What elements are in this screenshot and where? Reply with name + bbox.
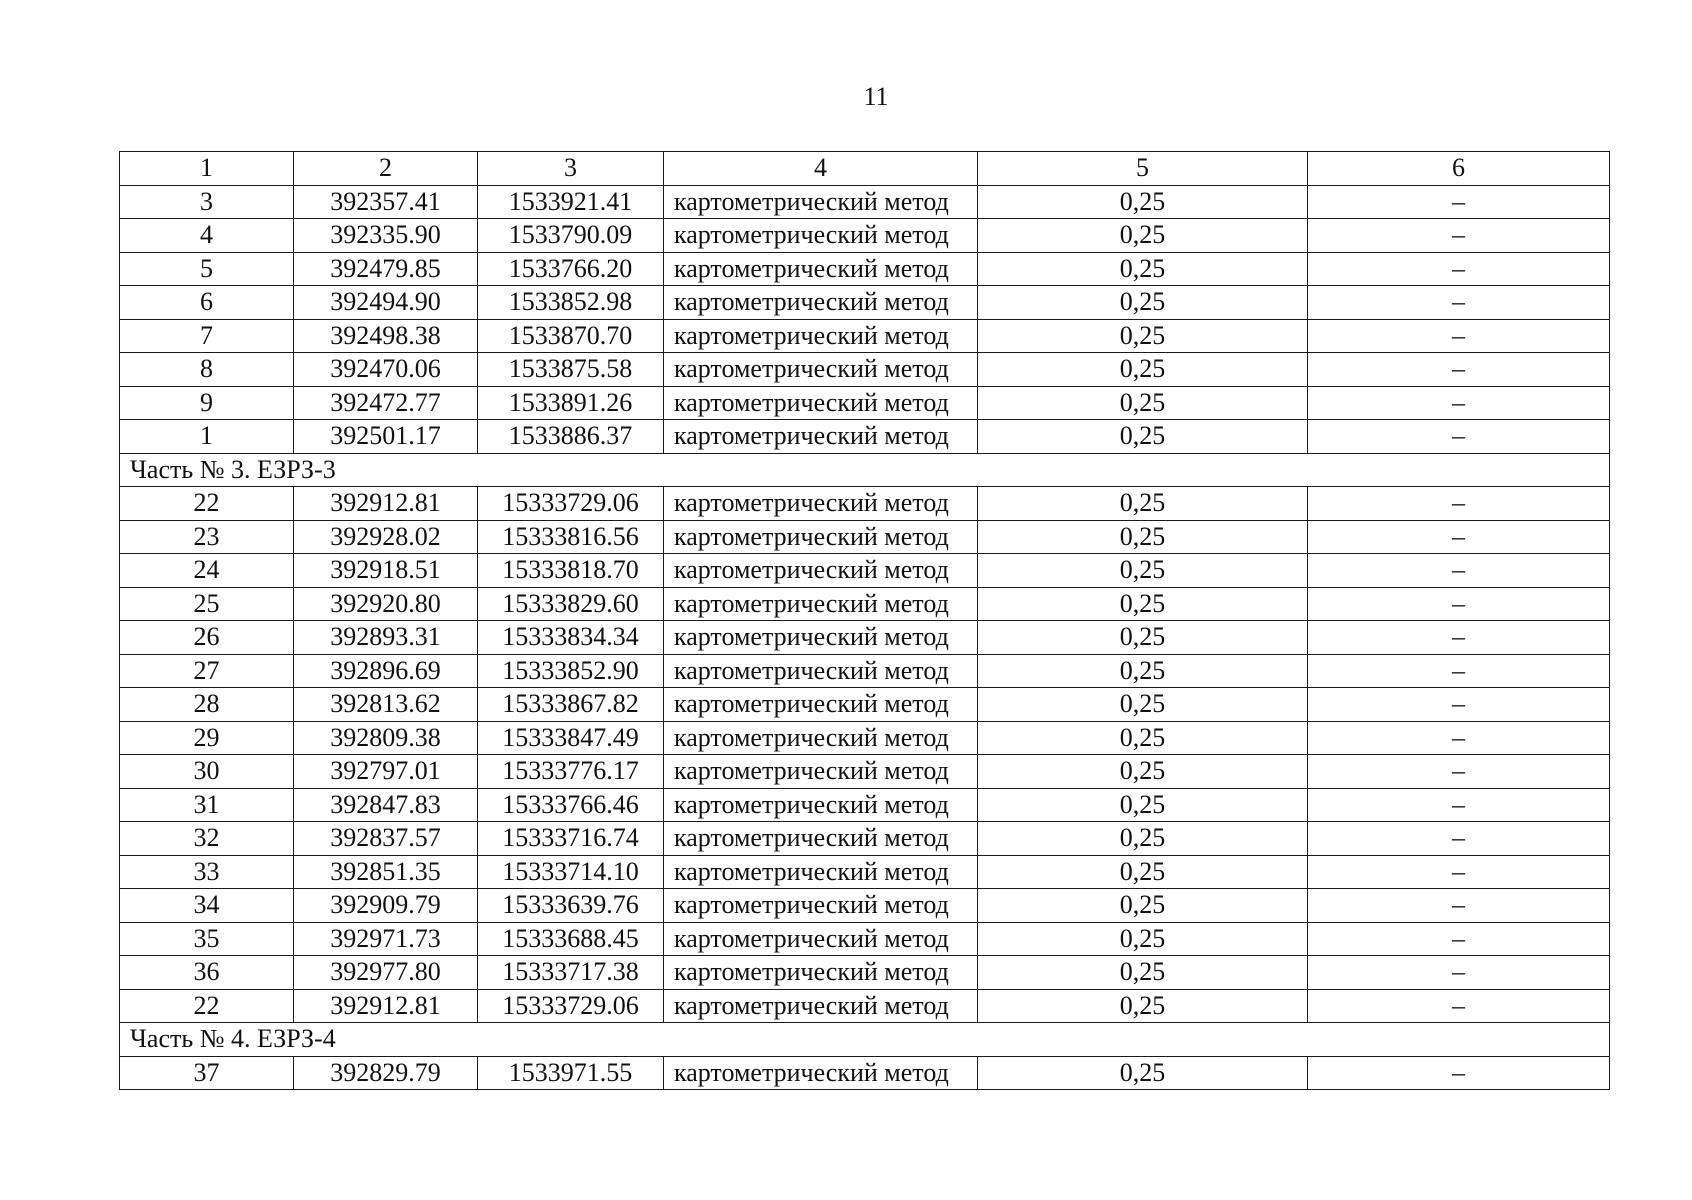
x-coordinate-cell: 392829.79 bbox=[294, 1056, 478, 1090]
method-cell: картометрический метод bbox=[664, 654, 978, 688]
y-coordinate-cell: 15333852.90 bbox=[478, 654, 664, 688]
table-row bbox=[120, 587, 1610, 621]
x-coordinate-cell: 392847.83 bbox=[294, 788, 478, 822]
table-row bbox=[120, 788, 1610, 822]
method-cell: картометрический метод bbox=[664, 319, 978, 353]
remark-cell: – bbox=[1308, 822, 1610, 856]
table-row bbox=[120, 286, 1610, 320]
accuracy-cell: 0,25 bbox=[978, 889, 1308, 923]
point-number-cell: 4 bbox=[120, 219, 294, 253]
method-cell: картометрический метод bbox=[664, 889, 978, 923]
accuracy-cell: 0,25 bbox=[978, 822, 1308, 856]
remark-cell: – bbox=[1308, 185, 1610, 219]
table-row bbox=[120, 1056, 1610, 1090]
x-coordinate-cell: 392479.85 bbox=[294, 252, 478, 286]
point-number-cell: 5 bbox=[120, 252, 294, 286]
column-header: 2 bbox=[294, 152, 478, 186]
table-row bbox=[120, 822, 1610, 856]
y-coordinate-cell: 15333776.17 bbox=[478, 755, 664, 789]
y-coordinate-cell: 1533971.55 bbox=[478, 1056, 664, 1090]
table-row bbox=[120, 855, 1610, 889]
accuracy-cell: 0,25 bbox=[978, 956, 1308, 990]
table-row bbox=[120, 386, 1610, 420]
x-coordinate-cell: 392470.06 bbox=[294, 353, 478, 387]
y-coordinate-cell: 15333729.06 bbox=[478, 487, 664, 521]
point-number-cell: 9 bbox=[120, 386, 294, 420]
method-cell: картометрический метод bbox=[664, 788, 978, 822]
accuracy-cell: 0,25 bbox=[978, 989, 1308, 1023]
point-number-cell: 24 bbox=[120, 554, 294, 588]
x-coordinate-cell: 392851.35 bbox=[294, 855, 478, 889]
x-coordinate-cell: 392928.02 bbox=[294, 520, 478, 554]
y-coordinate-cell: 15333816.56 bbox=[478, 520, 664, 554]
point-number-cell: 22 bbox=[120, 487, 294, 521]
method-cell: картометрический метод bbox=[664, 688, 978, 722]
remark-cell: – bbox=[1308, 353, 1610, 387]
column-header: 1 bbox=[120, 152, 294, 186]
x-coordinate-cell: 392920.80 bbox=[294, 587, 478, 621]
y-coordinate-cell: 1533870.70 bbox=[478, 319, 664, 353]
table-row bbox=[120, 688, 1610, 722]
point-number-cell: 1 bbox=[120, 420, 294, 454]
accuracy-cell: 0,25 bbox=[978, 721, 1308, 755]
accuracy-cell: 0,25 bbox=[978, 654, 1308, 688]
y-coordinate-cell: 1533875.58 bbox=[478, 353, 664, 387]
y-coordinate-cell: 15333829.60 bbox=[478, 587, 664, 621]
accuracy-cell: 0,25 bbox=[978, 252, 1308, 286]
accuracy-cell: 0,25 bbox=[978, 788, 1308, 822]
method-cell: картометрический метод bbox=[664, 520, 978, 554]
table-row bbox=[120, 353, 1610, 387]
column-header: 3 bbox=[478, 152, 664, 186]
remark-cell: – bbox=[1308, 587, 1610, 621]
method-cell: картометрический метод bbox=[664, 822, 978, 856]
accuracy-cell: 0,25 bbox=[978, 386, 1308, 420]
remark-cell: – bbox=[1308, 252, 1610, 286]
accuracy-cell: 0,25 bbox=[978, 1056, 1308, 1090]
point-number-cell: 7 bbox=[120, 319, 294, 353]
y-coordinate-cell: 15333639.76 bbox=[478, 889, 664, 923]
remark-cell: – bbox=[1308, 755, 1610, 789]
x-coordinate-cell: 392971.73 bbox=[294, 922, 478, 956]
remark-cell: – bbox=[1308, 788, 1610, 822]
table-row bbox=[120, 520, 1610, 554]
remark-cell: – bbox=[1308, 989, 1610, 1023]
accuracy-cell: 0,25 bbox=[978, 286, 1308, 320]
method-cell: картометрический метод bbox=[664, 185, 978, 219]
x-coordinate-cell: 392837.57 bbox=[294, 822, 478, 856]
remark-cell: – bbox=[1308, 319, 1610, 353]
accuracy-cell: 0,25 bbox=[978, 855, 1308, 889]
point-number-cell: 26 bbox=[120, 621, 294, 655]
section-title: Часть № 3. ЕЗРЗ-3 bbox=[120, 453, 1610, 487]
accuracy-cell: 0,25 bbox=[978, 219, 1308, 253]
accuracy-cell: 0,25 bbox=[978, 520, 1308, 554]
method-cell: картометрический метод bbox=[664, 554, 978, 588]
method-cell: картометрический метод bbox=[664, 219, 978, 253]
point-number-cell: 35 bbox=[120, 922, 294, 956]
point-number-cell: 32 bbox=[120, 822, 294, 856]
point-number-cell: 22 bbox=[120, 989, 294, 1023]
x-coordinate-cell: 392918.51 bbox=[294, 554, 478, 588]
table-row bbox=[120, 319, 1610, 353]
accuracy-cell: 0,25 bbox=[978, 688, 1308, 722]
y-coordinate-cell: 15333766.46 bbox=[478, 788, 664, 822]
method-cell: картометрический метод bbox=[664, 587, 978, 621]
x-coordinate-cell: 392909.79 bbox=[294, 889, 478, 923]
remark-cell: – bbox=[1308, 554, 1610, 588]
accuracy-cell: 0,25 bbox=[978, 420, 1308, 454]
table-row bbox=[120, 922, 1610, 956]
column-header: 4 bbox=[664, 152, 978, 186]
x-coordinate-cell: 392498.38 bbox=[294, 319, 478, 353]
table-row bbox=[120, 252, 1610, 286]
remark-cell: – bbox=[1308, 621, 1610, 655]
section-title: Часть № 4. ЕЗРЗ-4 bbox=[120, 1023, 1610, 1057]
x-coordinate-cell: 392813.62 bbox=[294, 688, 478, 722]
x-coordinate-cell: 392809.38 bbox=[294, 721, 478, 755]
remark-cell: – bbox=[1308, 855, 1610, 889]
column-header: 6 bbox=[1308, 152, 1610, 186]
method-cell: картометрический метод bbox=[664, 621, 978, 655]
point-number-cell: 34 bbox=[120, 889, 294, 923]
table-row bbox=[120, 487, 1610, 521]
x-coordinate-cell: 392335.90 bbox=[294, 219, 478, 253]
point-number-cell: 8 bbox=[120, 353, 294, 387]
remark-cell: – bbox=[1308, 420, 1610, 454]
table-row bbox=[120, 621, 1610, 655]
remark-cell: – bbox=[1308, 386, 1610, 420]
table-row bbox=[120, 721, 1610, 755]
point-number-cell: 30 bbox=[120, 755, 294, 789]
y-coordinate-cell: 1533886.37 bbox=[478, 420, 664, 454]
y-coordinate-cell: 15333717.38 bbox=[478, 956, 664, 990]
method-cell: картометрический метод bbox=[664, 386, 978, 420]
remark-cell: – bbox=[1308, 922, 1610, 956]
accuracy-cell: 0,25 bbox=[978, 319, 1308, 353]
coordinates-table bbox=[119, 151, 1610, 1090]
x-coordinate-cell: 392797.01 bbox=[294, 755, 478, 789]
remark-cell: – bbox=[1308, 219, 1610, 253]
page-number: 11 bbox=[863, 82, 889, 111]
point-number-cell: 27 bbox=[120, 654, 294, 688]
y-coordinate-cell: 1533766.20 bbox=[478, 252, 664, 286]
accuracy-cell: 0,25 bbox=[978, 185, 1308, 219]
method-cell: картометрический метод bbox=[664, 1056, 978, 1090]
accuracy-cell: 0,25 bbox=[978, 922, 1308, 956]
x-coordinate-cell: 392912.81 bbox=[294, 989, 478, 1023]
y-coordinate-cell: 15333729.06 bbox=[478, 989, 664, 1023]
method-cell: картометрический метод bbox=[664, 755, 978, 789]
section-row bbox=[120, 453, 1610, 487]
table-row bbox=[120, 654, 1610, 688]
y-coordinate-cell: 1533921.41 bbox=[478, 185, 664, 219]
remark-cell: – bbox=[1308, 487, 1610, 521]
y-coordinate-cell: 15333847.49 bbox=[478, 721, 664, 755]
method-cell: картометрический метод bbox=[664, 922, 978, 956]
point-number-cell: 6 bbox=[120, 286, 294, 320]
accuracy-cell: 0,25 bbox=[978, 755, 1308, 789]
column-header: 5 bbox=[978, 152, 1308, 186]
table-row bbox=[120, 420, 1610, 454]
method-cell: картометрический метод bbox=[664, 286, 978, 320]
point-number-cell: 36 bbox=[120, 956, 294, 990]
section-row bbox=[120, 1023, 1610, 1057]
accuracy-cell: 0,25 bbox=[978, 587, 1308, 621]
y-coordinate-cell: 1533852.98 bbox=[478, 286, 664, 320]
remark-cell: – bbox=[1308, 1056, 1610, 1090]
x-coordinate-cell: 392357.41 bbox=[294, 185, 478, 219]
table-row bbox=[120, 219, 1610, 253]
table-row bbox=[120, 554, 1610, 588]
x-coordinate-cell: 392501.17 bbox=[294, 420, 478, 454]
point-number-cell: 23 bbox=[120, 520, 294, 554]
remark-cell: – bbox=[1308, 654, 1610, 688]
remark-cell: – bbox=[1308, 520, 1610, 554]
x-coordinate-cell: 392912.81 bbox=[294, 487, 478, 521]
x-coordinate-cell: 392893.31 bbox=[294, 621, 478, 655]
remark-cell: – bbox=[1308, 721, 1610, 755]
accuracy-cell: 0,25 bbox=[978, 554, 1308, 588]
point-number-cell: 31 bbox=[120, 788, 294, 822]
table-row bbox=[120, 185, 1610, 219]
table-row bbox=[120, 989, 1610, 1023]
x-coordinate-cell: 392472.77 bbox=[294, 386, 478, 420]
table-row bbox=[120, 889, 1610, 923]
method-cell: картометрический метод bbox=[664, 353, 978, 387]
method-cell: картометрический метод bbox=[664, 989, 978, 1023]
y-coordinate-cell: 15333834.34 bbox=[478, 621, 664, 655]
table-row bbox=[120, 956, 1610, 990]
remark-cell: – bbox=[1308, 688, 1610, 722]
method-cell: картометрический метод bbox=[664, 855, 978, 889]
point-number-cell: 28 bbox=[120, 688, 294, 722]
point-number-cell: 37 bbox=[120, 1056, 294, 1090]
method-cell: картометрический метод bbox=[664, 420, 978, 454]
table-row bbox=[120, 755, 1610, 789]
method-cell: картометрический метод bbox=[664, 252, 978, 286]
method-cell: картометрический метод bbox=[664, 721, 978, 755]
remark-cell: – bbox=[1308, 286, 1610, 320]
accuracy-cell: 0,25 bbox=[978, 487, 1308, 521]
table-body bbox=[120, 152, 1610, 1090]
y-coordinate-cell: 1533790.09 bbox=[478, 219, 664, 253]
point-number-cell: 25 bbox=[120, 587, 294, 621]
accuracy-cell: 0,25 bbox=[978, 621, 1308, 655]
point-number-cell: 3 bbox=[120, 185, 294, 219]
y-coordinate-cell: 1533891.26 bbox=[478, 386, 664, 420]
x-coordinate-cell: 392896.69 bbox=[294, 654, 478, 688]
point-number-cell: 33 bbox=[120, 855, 294, 889]
point-number-cell: 29 bbox=[120, 721, 294, 755]
y-coordinate-cell: 15333867.82 bbox=[478, 688, 664, 722]
accuracy-cell: 0,25 bbox=[978, 353, 1308, 387]
x-coordinate-cell: 392977.80 bbox=[294, 956, 478, 990]
y-coordinate-cell: 15333716.74 bbox=[478, 822, 664, 856]
method-cell: картометрический метод bbox=[664, 956, 978, 990]
remark-cell: – bbox=[1308, 956, 1610, 990]
remark-cell: – bbox=[1308, 889, 1610, 923]
y-coordinate-cell: 15333714.10 bbox=[478, 855, 664, 889]
x-coordinate-cell: 392494.90 bbox=[294, 286, 478, 320]
y-coordinate-cell: 15333818.70 bbox=[478, 554, 664, 588]
y-coordinate-cell: 15333688.45 bbox=[478, 922, 664, 956]
method-cell: картометрический метод bbox=[664, 487, 978, 521]
table-header-row bbox=[120, 152, 1610, 186]
